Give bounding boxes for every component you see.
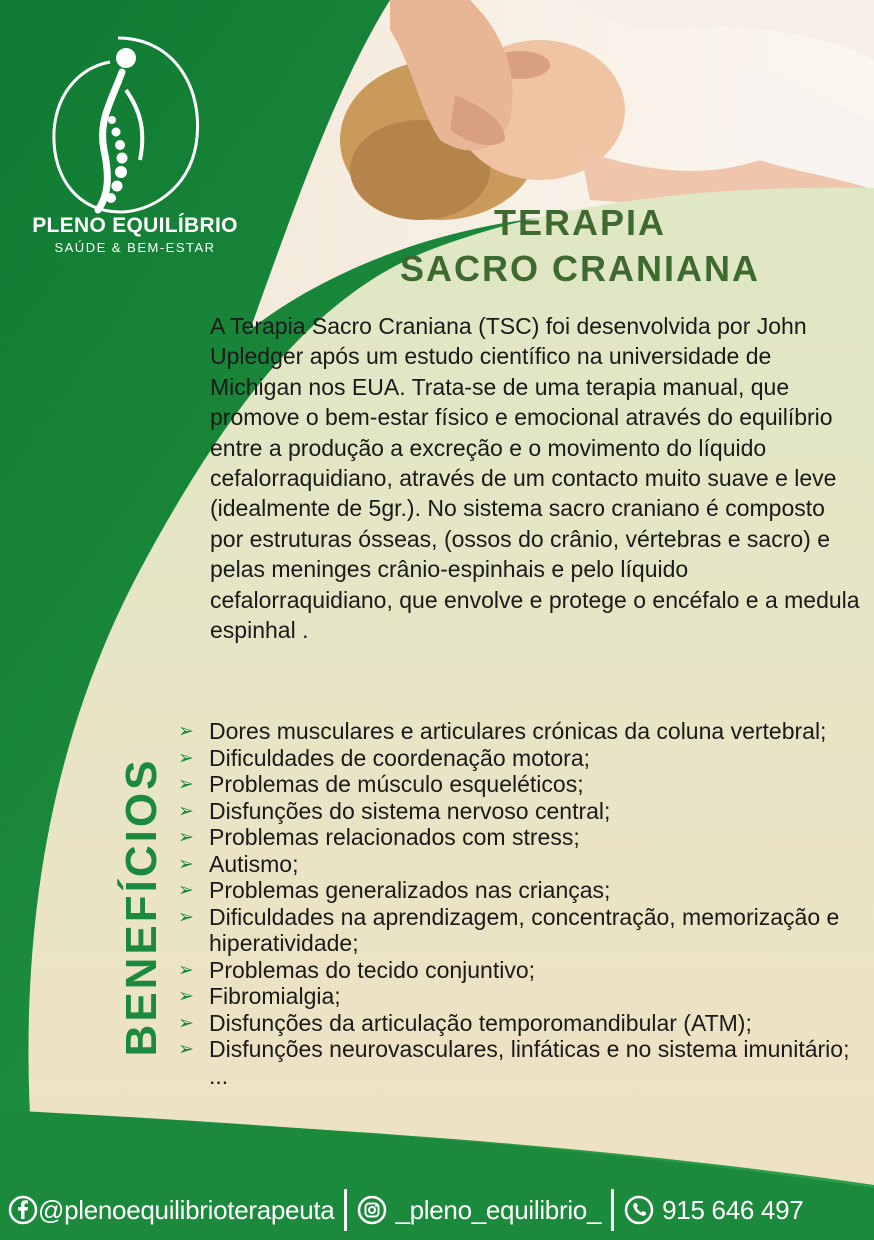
page-title: [330, 200, 830, 292]
facebook-icon: [8, 1195, 38, 1225]
list-item: ➢ Dores musculares e articulares crónicas da coluna vertebral;: [178, 718, 827, 744]
arrow-icon: ➢: [178, 959, 194, 981]
divider: [611, 1189, 614, 1231]
divider: [344, 1189, 347, 1231]
list-item: ➢ Dificuldades na aprendizagem, concentração, memorização e hiperatividade;: [178, 903, 840, 956]
phone-number: 915 646 497: [662, 1194, 804, 1225]
arrow-icon: ➢: [178, 906, 194, 928]
instagram-handle: _pleno_equilibrio_: [395, 1194, 602, 1225]
arrow-icon: ➢: [178, 880, 194, 901]
instagram-link[interactable]: [357, 1195, 601, 1226]
list-item: ➢ Disfunções neurovasculares, linfáticas e no sistema imunitário; ...: [178, 1036, 850, 1089]
list-item: ➢ Problemas do tecido conjuntivo;: [178, 956, 536, 983]
list-item: ➢ Problemas de músculo esqueléticos;: [178, 771, 584, 797]
facebook-link[interactable]: [8, 1195, 334, 1226]
brand-tagline: SAÚDE & BEM-ESTAR: [54, 240, 216, 255]
facebook-handle: @plenoequilibrioterapeuta: [38, 1194, 335, 1225]
arrow-icon: ➢: [178, 853, 194, 875]
list-item: ➢ Disfunções do sistema nervoso central;: [178, 797, 611, 824]
list-item: ➢ Problemas generalizados nas crianças;: [178, 877, 611, 903]
title-line-2: SACRO CRANIANA: [400, 248, 760, 289]
phone-icon: [624, 1195, 654, 1225]
list-item: ➢ Disfunções da articulação temporomandibular (ATM);: [178, 1009, 752, 1036]
title-line-1: TERAPIA: [493, 202, 666, 243]
logo: [20, 24, 250, 255]
arrow-icon: ➢: [178, 721, 194, 742]
arrow-icon: ➢: [178, 827, 194, 848]
arrow-icon: ➢: [178, 774, 194, 795]
footer: [0, 1180, 874, 1240]
arrow-icon: ➢: [178, 1039, 194, 1060]
benefits-heading: BENEFÍCIOS: [117, 757, 166, 1057]
arrow-icon: ➢: [178, 1012, 194, 1034]
intro-paragraph: A Terapia Sacro Craniana (TSC) foi desenvolvida por John Upledger após um estudo científico na universidade de Michigan nos EUA. Trata-se de uma terapia manual, que promove o bem-estar físico e emocional através do equilíbrio entre a produção a excreção e o movimento do líquido cefalorraquidiano, através de um contacto muito suave e leve (idealmente de 5gr.). No sistema sacro craniano é composto por estruturas ósseas, (ossos do crânio, vértebras e sacro) e pelas meninges crânio-espinhais e pelo líquido cefalorraquidiano, que envolve e protege o encéfalo e a medula espinhal .: [210, 313, 860, 644]
benefits-list: [178, 718, 858, 1089]
list-item: ➢ Dificuldades de coordenação motora;: [178, 744, 591, 771]
phone-link[interactable]: [624, 1195, 803, 1226]
arrow-icon: ➢: [178, 800, 194, 822]
list-item: ➢ Autismo;: [178, 850, 299, 877]
list-item: ➢ Problemas relacionados com stress;: [178, 824, 580, 850]
arrow-icon: ➢: [178, 747, 194, 769]
arrow-icon: ➢: [178, 986, 194, 1007]
instagram-icon: [357, 1195, 387, 1225]
brand-name: PLENO EQUILÍBRIO: [32, 214, 238, 237]
list-item: ➢ Fibromialgia;: [178, 983, 341, 1009]
